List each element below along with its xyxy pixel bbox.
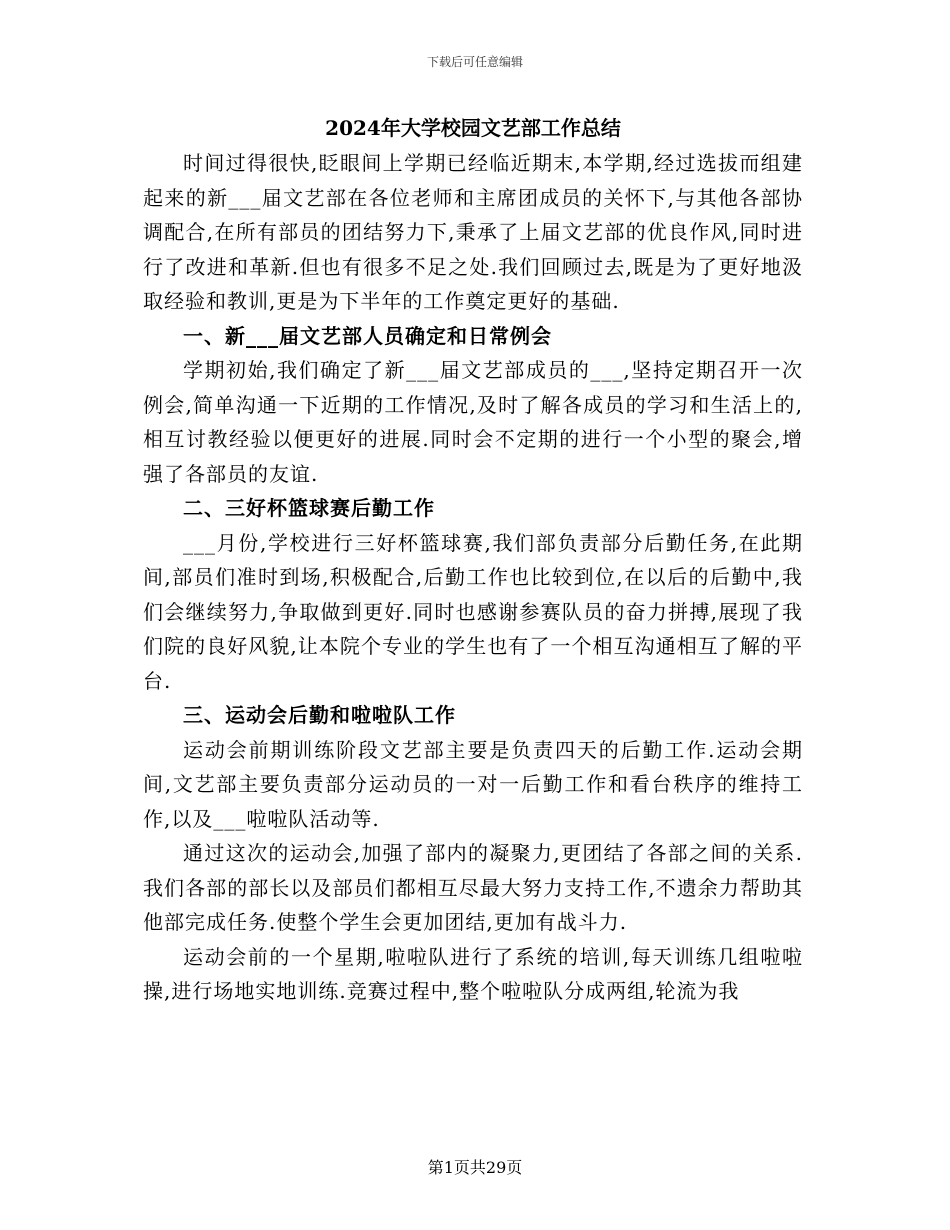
document-title: 2024年大学校园文艺部工作总结 — [325, 116, 621, 140]
page-number: 第1页共29页 — [427, 1158, 523, 1177]
section-paragraph: ___月份,学校进行三好杯篮球赛,我们部负责部分后勤任务,在此期间,部员们准时到场,积极配合,后勤工作也比较到位,在以后的后勤中,我们会继续努力,争取做到更好.同时也感谢参赛队员的奋力拼搏,展现了我们院的良好风貌,让本院个专业的学生也有了一个相互沟通相互了解的平台. — [143, 530, 803, 693]
intro-paragraph: 时间过得很快,眨眼间上学期已经临近期末,本学期,经过选拔而组建起来的新___届文艺部在各位老师和主席团成员的关怀下,与其他各部协调配合,在所有部员的团结努力下,秉承了上届文艺部的优良作风,同时进行了改进和革新.但也有很多不足之处.我们回顾过去,既是为了更好地汲取经验和教训,更是为下半年的工作奠定更好的基础. — [143, 151, 803, 313]
section-paragraph: 通过这次的运动会,加强了部内的凝聚力,更团结了各部之间的关系.我们各部的部长以及部员们都相互尽最大努力支持工作,不遗余力帮助其他部完成任务.使整个学生会更加团结,更加有战斗力. — [143, 841, 803, 934]
section-2 — [143, 491, 803, 698]
section-paragraph: 运动会前的一个星期,啦啦队进行了系统的培训,每天训练几组啦啦操,进行场地实地训练.竞赛过程中,整个啦啦队分成两组,轮流为我 — [143, 944, 803, 1003]
section-heading: 三、运动会后勤和啦啦队工作 — [183, 703, 456, 727]
header-note: 下载后可任意编辑 — [426, 55, 523, 69]
section-3 — [143, 698, 803, 1009]
section-paragraph: 学期初始,我们确定了新___届文艺部成员的___,坚持定期召开一次例会,简单沟通一下近期的工作情况,及时了解各成员的学习和生活上的,相互讨教经验以便更好的进展.同时会不定期的进行一个小型的聚会,增强了各部员的友谊. — [143, 358, 803, 486]
document-body — [143, 110, 803, 1009]
section-1 — [143, 319, 803, 492]
section-heading: 二、三好杯篮球赛后勤工作 — [183, 496, 435, 520]
section-heading: 一、新___届文艺部人员确定和日常例会 — [183, 323, 552, 348]
section-paragraph: 运动会前期训练阶段文艺部主要是负责四天的后勤工作.运动会期间,文艺部主要负责部分运动员的一对一后勤工作和看台秩序的维持工作,以及___啦啦队活动等. — [143, 737, 803, 831]
